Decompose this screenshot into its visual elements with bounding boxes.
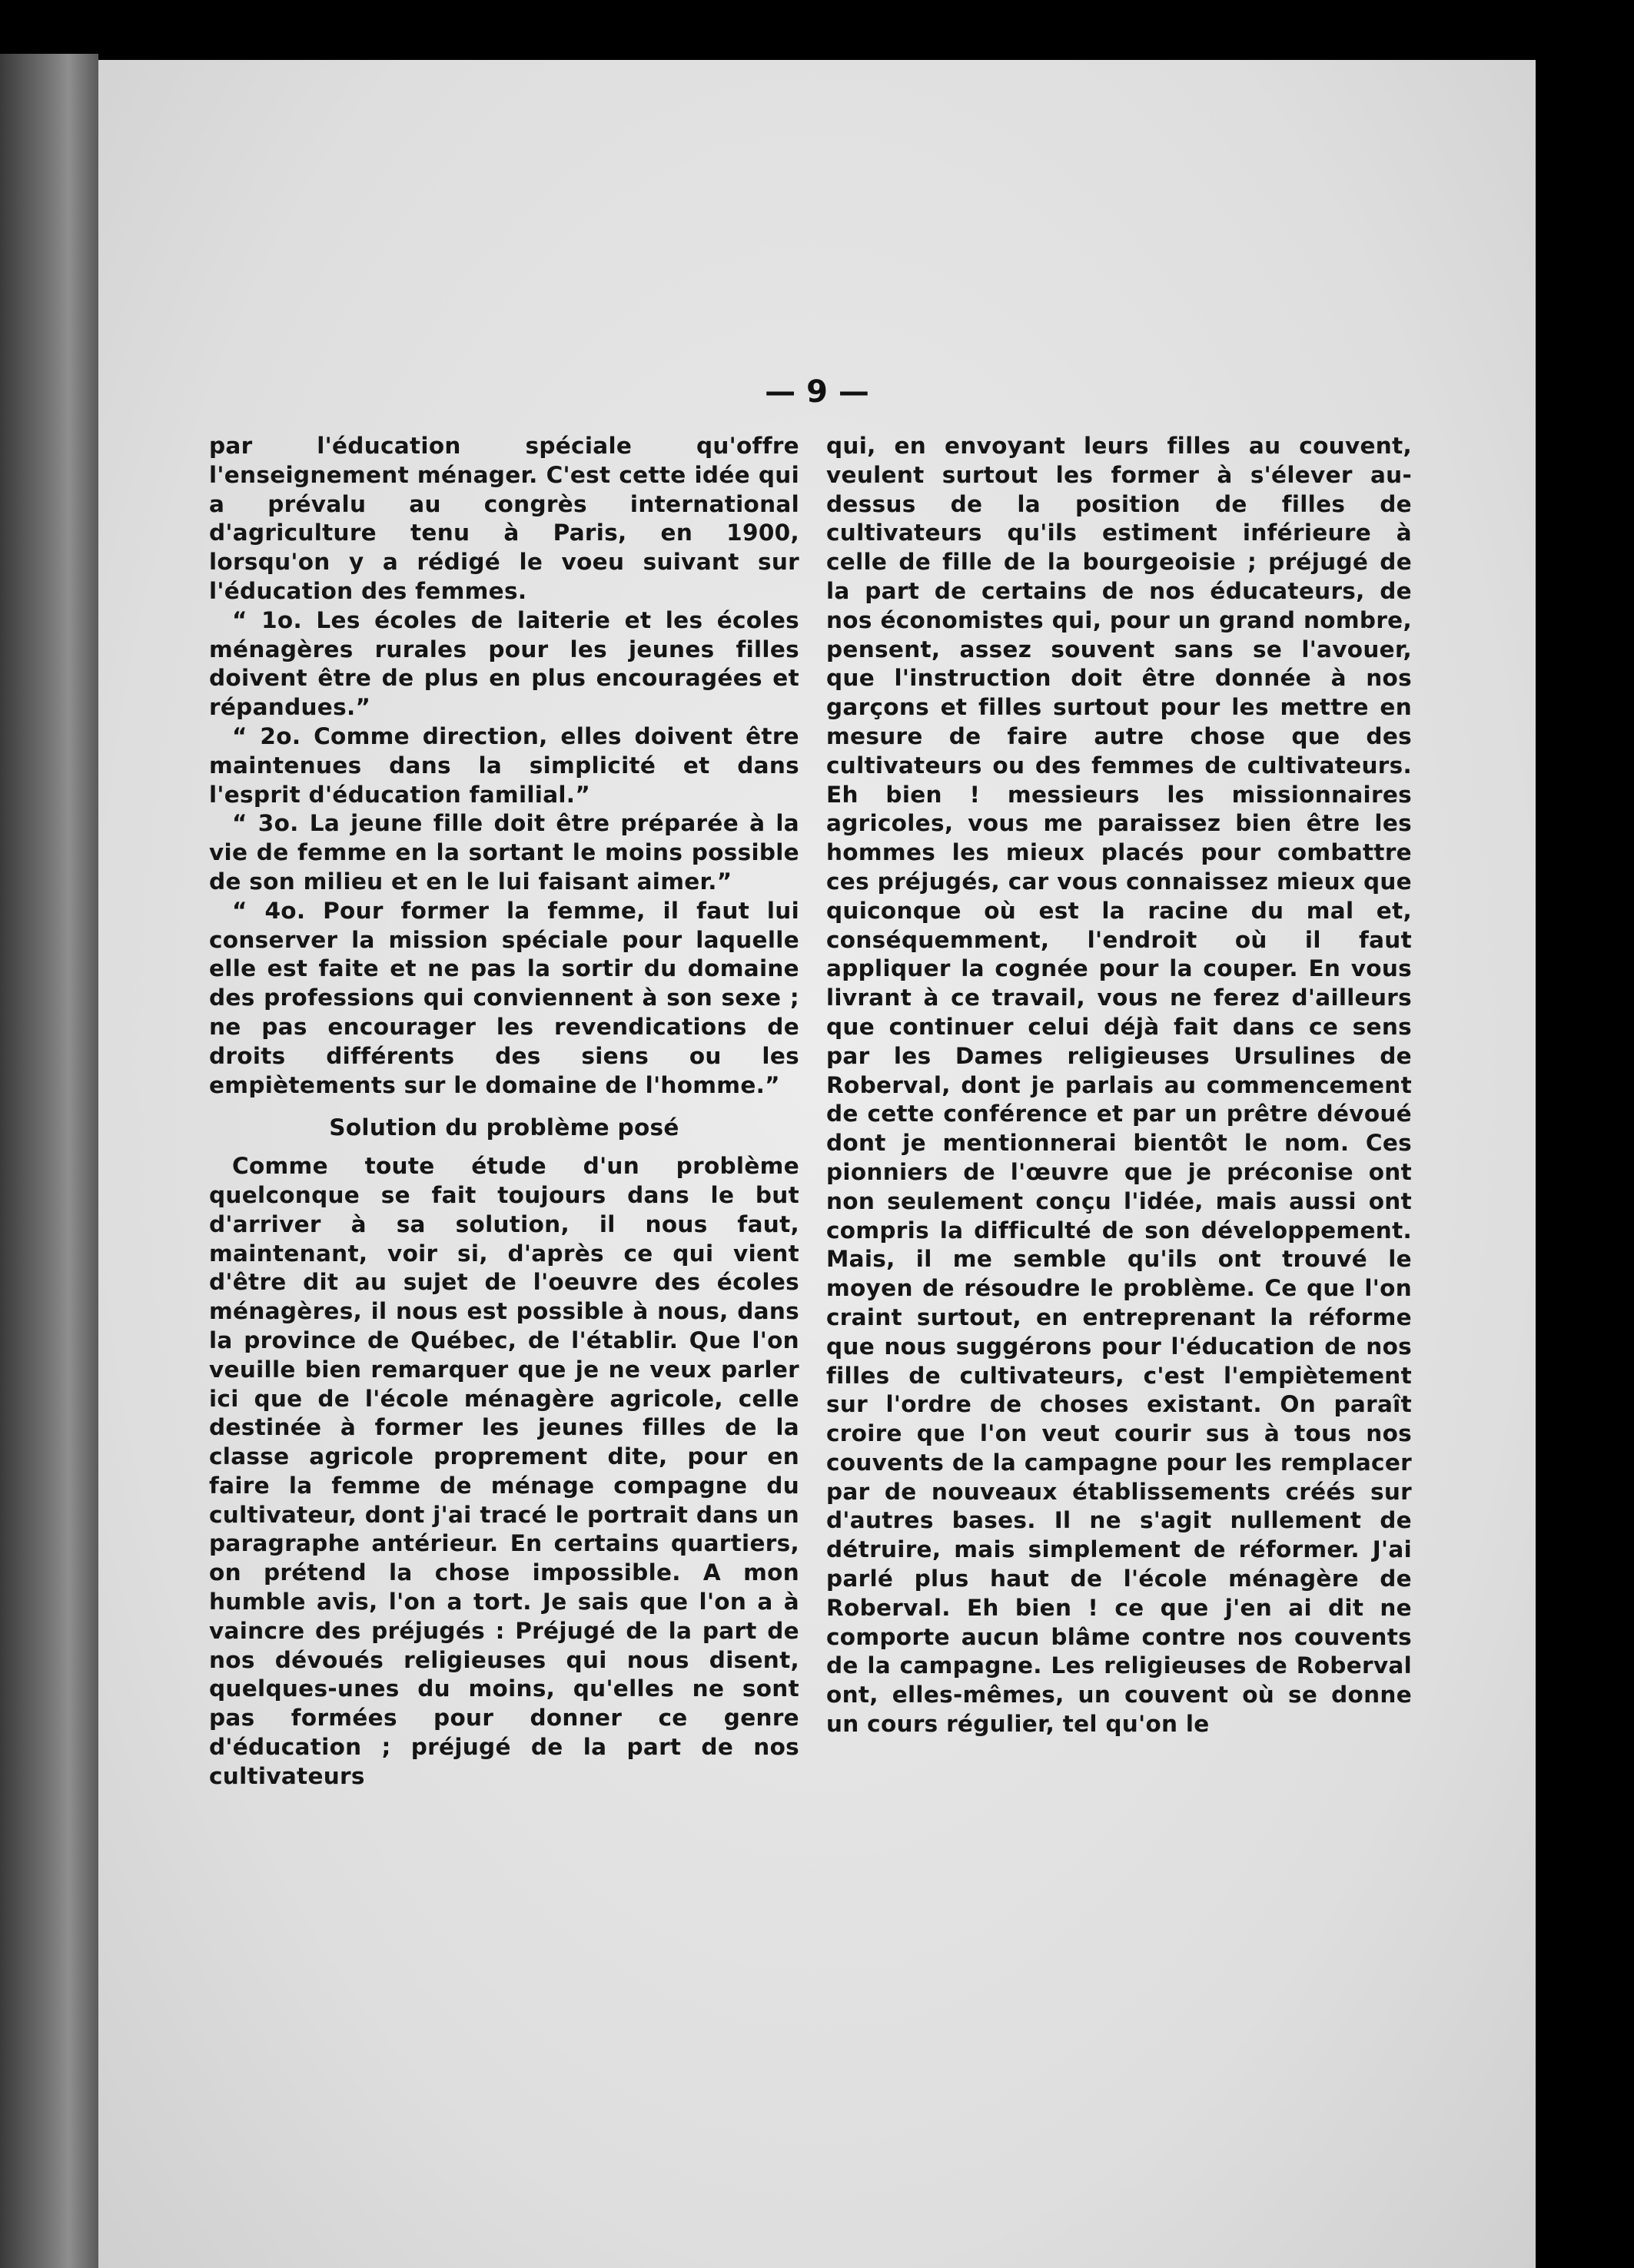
paragraph: qui, en envoyant leurs filles au couvent, veulent surtout les former à s'élever au-dessus de la position de filles de cultivateurs qu'ils estiment inférieure à celle de fille de la bourgeoisie ; préjugé de la part de certains de nos éducateurs, de nos économistes qui, pour un grand nombre, pensent, assez souvent sans se l'avouer, que l'instruction doit être donnée à nos garçons et filles surtout pour les mettre en mesure de faire autre chose que des cultivateurs ou des femmes de cultivateurs. Eh bien ! messieurs les missionnaires agricoles, vous me paraissez bien être les hommes les mieux placés pour combattre ces préjugés, car vous connaissez mieux que quiconque où est la racine du mal et, conséquemment, l'endroit où il faut appliquer la cognée pour la couper. En vous livrant à ce travail, vous ne ferez d'ailleurs que continuer celui déjà fait dans ce sens par les Dames religieuses Ursulines de Roberval, dont je parlais au commencement de cette conférence et par un prêtre dévoué dont je mentionnerai bientôt le nom. Ces pionniers de l'œuvre que je préconise ont non seulement conçu l'idée, mais aussi ont compris la difficulté de son développement. Mais, il me semble qu'ils ont trouvé le moyen de résoudre le problème. Ce que l'on craint surtout, en entreprenant la réforme que nous suggérons pour l'éducation de nos filles de cultivateurs, c'est l'empiètement sur l'ordre de choses existant. On paraît croire que l'on veut courir sus à tous nos couvents de la campagne pour les remplacer par de nouveaux établissements créés sur d'autres bases. Il ne s'agit nullement de détruire, mais simplement de réformer. J'ai parlé plus haut de l'école ménagère de Roberval. Eh bien ! ce que j'en ai dit ne comporte aucun blâme contre nos couvents de la campagne. Les religieuses de Roberval ont, elles-mêmes, un couvent où se donne un cours régulier, tel qu'on le <box>826 433 1412 1738</box>
paragraph: par l'éducation spéciale qu'offre l'enseignement ménager. C'est cette idée qui a prévalu au congrès international d'agriculture tenu à Paris, en 1900, lorsqu'on y a rédigé le voeu suivant sur l'éducation des femmes. <box>209 433 799 604</box>
right-column <box>826 432 1412 1739</box>
paragraph: “ 1o. Les écoles de laiterie et les écoles ménagères rurales pour les jeunes filles doivent être de plus en plus encouragées et répandues.” <box>209 606 799 721</box>
left-column <box>209 432 799 1791</box>
paragraph: “ 4o. Pour former la femme, il faut lui conserver la mission spéciale pour laquelle elle est faite et ne pas la sortir du domaine des professions qui conviennent à son sexe ; ne pas encourager les revendications de droits différents des siens ou les empiètements sur le domaine de l'homme.” <box>209 897 799 1098</box>
paragraph: “ 3o. La jeune fille doit être préparée à la vie de femme en la sortant le moins possible de son milieu et en le lui faisant aimer.” <box>209 810 799 895</box>
paragraph: “ 2o. Comme direction, elles doivent être maintenues dans la simplicité et dans l'esprit d'éducation familial.” <box>209 722 799 808</box>
paragraph: Comme toute étude d'un problème quelconque se fait toujours dans le but d'arriver à sa solution, il nous faut, maintenant, voir si, d'après ce qui vient d'être dit au sujet de l'oeuvre des écoles ménagères, il nous est possible à nous, dans la province de Québec, de l'établir. Que l'on veuille bien remarquer que je ne veux parler ici que de l'école ménagère agricole, celle destinée à former les jeunes filles de la classe agricole proprement dite, pour en faire la femme de ménage compagne du cultivateur, dont j'ai tracé le portrait dans un paragraphe antérieur. En certains quartiers, on prétend la chose impossible. A mon humble avis, l'on a tort. Je sais que l'on a à vaincre des préjugés : Préjugé de la part de nos dévoués religieuses qui nous disent, quelques-unes du moins, qu'elles ne sont pas formées pour donner ce genre d'éducation ; préjugé de la part de nos cultivateurs <box>209 1153 799 1789</box>
page-number: — 9 — <box>765 374 869 410</box>
section-heading: Solution du problème posé <box>329 1114 679 1141</box>
